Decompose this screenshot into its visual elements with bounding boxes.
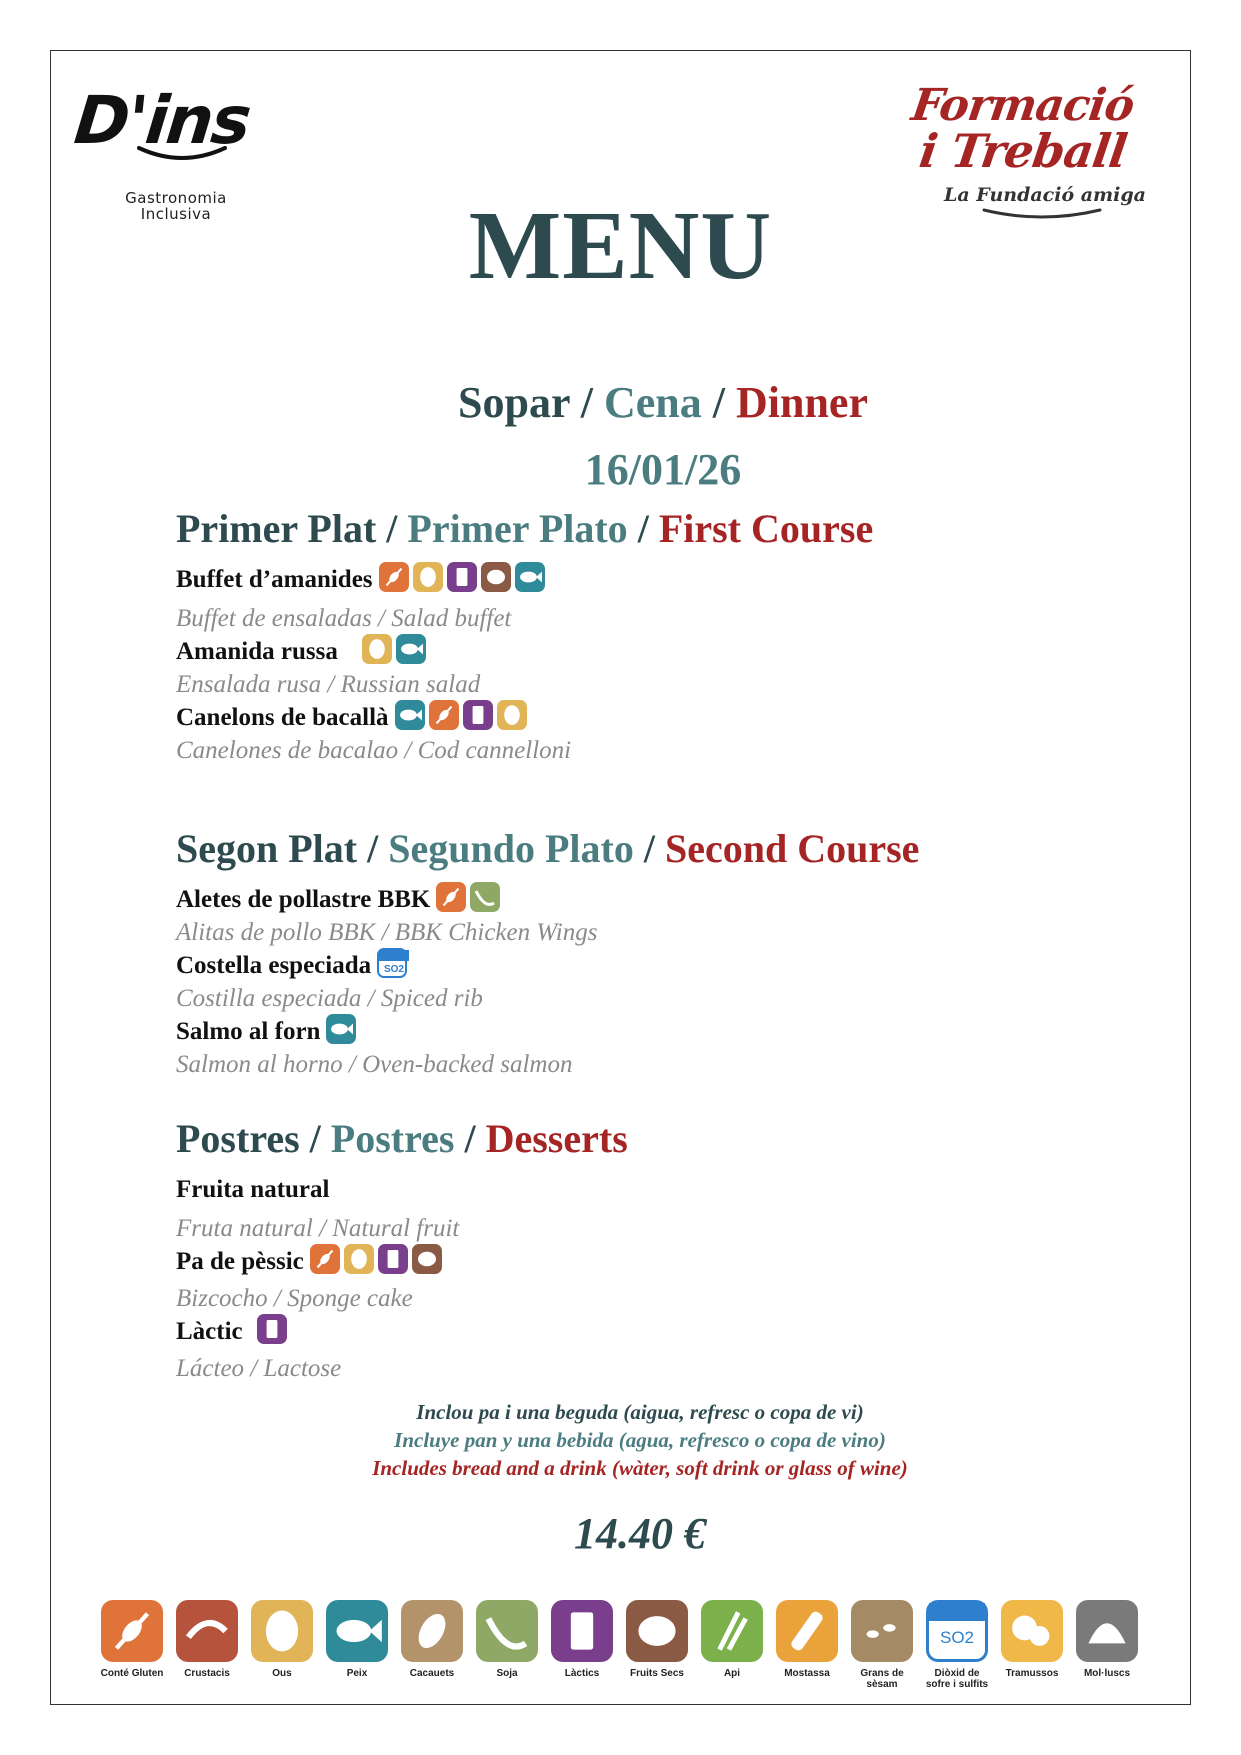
dins-smile-icon [137, 144, 227, 164]
fish-icon [396, 634, 426, 664]
gluten-icon [436, 882, 466, 912]
egg-icon [413, 562, 443, 592]
section-desserts [176, 1116, 1176, 1386]
fish-icon [326, 1600, 388, 1662]
egg-icon [362, 634, 392, 664]
menu-price: 14.40 € [574, 1509, 706, 1558]
gluten-icon [379, 562, 409, 592]
legend-label: Mol·luscs [1083, 1668, 1131, 1679]
dairy-icon [551, 1600, 613, 1662]
section-second-course [176, 826, 1176, 1082]
legend-item-crustaceans [171, 1600, 243, 1679]
sulphites-icon [926, 1600, 988, 1662]
legend-label: Làctics [564, 1668, 600, 1679]
dins-subtitle: Gastronomia Inclusiva [125, 189, 227, 223]
dish-name: Salmo al forn [176, 1016, 1176, 1048]
meal-heading: Sopar / Cena / Dinner [458, 378, 868, 427]
legend-item-mustard [771, 1600, 843, 1679]
dish-translation: Lácteo / Lactose [176, 1355, 342, 1382]
molluscs-icon [1076, 1600, 1138, 1662]
legend-label: Crustacis [184, 1668, 230, 1679]
fish-icon [326, 1014, 356, 1044]
legend-label: Peix [346, 1668, 368, 1679]
legend-item-nuts [621, 1600, 693, 1679]
fit-logo-line2: i Treball [916, 124, 1130, 178]
sulphites-icon [377, 948, 407, 978]
lupin-icon [1001, 1600, 1063, 1662]
egg-icon [251, 1600, 313, 1662]
gluten-icon [429, 700, 459, 730]
meal-es: Cena [603, 378, 702, 427]
meal-en: Dinner [735, 378, 868, 427]
legend-item-sulphites [921, 1600, 993, 1690]
page-title: MENU [468, 192, 773, 300]
legend-item-molluscs [1071, 1600, 1143, 1679]
section-heading: Postres / Postres / Desserts [176, 1116, 628, 1161]
dish-name: Costella especiada SO2 [176, 950, 1176, 982]
legend-label: Grans de sèsam [860, 1668, 904, 1690]
section-heading: Primer Plat / Primer Plato / First Course [176, 506, 874, 551]
legend-item-egg [246, 1600, 318, 1679]
legend-label: Fruits Secs [630, 1668, 684, 1679]
legend-item-peanuts [396, 1600, 468, 1679]
fit-logo-line1: Formació [908, 80, 1137, 131]
legend-label: Tramussos [1005, 1668, 1059, 1679]
soy-icon [470, 882, 500, 912]
legend-label: Ous [272, 1668, 292, 1679]
dairy-icon [257, 1314, 287, 1344]
gluten-icon [101, 1600, 163, 1662]
dairy-icon [378, 1244, 408, 1274]
legend-label: Conté Gluten [100, 1668, 164, 1679]
dish-name: Amanida russa [176, 636, 1176, 668]
dish-name: Buffet d’amanides [176, 564, 1176, 596]
legend-label: Mostassa [784, 1668, 830, 1679]
egg-icon [344, 1244, 374, 1274]
crustaceans-icon [176, 1600, 238, 1662]
allergen-legend [96, 1600, 1146, 1700]
legend-item-celery [696, 1600, 768, 1679]
svg-text:SO2: SO2 [384, 963, 405, 975]
dish-translation: Bizcocho / Sponge cake [176, 1285, 413, 1312]
nuts-icon [412, 1244, 442, 1274]
dish-translation: Buffet de ensaladas / Salad buffet [176, 605, 512, 632]
svg-text:SO2: SO2 [939, 1628, 975, 1647]
dairy-icon [463, 700, 493, 730]
section-heading: Segon Plat / Segundo Plato / Second Course [176, 826, 920, 871]
legend-label: Soja [496, 1668, 518, 1679]
dish-translation: Costilla especiada / Spiced rib [176, 985, 483, 1012]
note-es: Incluye pan y una bebida (agua, refresco o copa de vino) [394, 1428, 886, 1452]
meal-ca: Sopar [458, 378, 570, 427]
dish-name: Canelons de bacallà [176, 702, 1176, 734]
included-note [0, 1398, 1241, 1482]
dish-name: Fruita natural [176, 1176, 330, 1203]
legend-item-soy [471, 1600, 543, 1679]
dairy-icon [447, 562, 477, 592]
soy-icon [476, 1600, 538, 1662]
legend-label: Api [723, 1668, 741, 1679]
legend-item-sesame [846, 1600, 918, 1690]
section-first-course [176, 506, 1176, 768]
fish-icon [515, 562, 545, 592]
fish-icon [395, 700, 425, 730]
dish-translation: Canelones de bacalao / Cod cannelloni [176, 737, 572, 764]
dish-translation: Ensalada rusa / Russian salad [176, 671, 481, 698]
legend-item-fish [321, 1600, 393, 1679]
sesame-icon [851, 1600, 913, 1662]
dish-name: Aletes de pollastre BBK [176, 884, 1176, 916]
fit-logo-tagline: La Fundació amiga [944, 184, 1146, 206]
dish-name: Làctic [176, 1316, 1176, 1348]
dish-name: Pa de pèssic [176, 1246, 1176, 1278]
dish-translation: Salmon al horno / Oven-backed salmon [176, 1051, 573, 1078]
dish-translation: Alitas de pollo BBK / BBK Chicken Wings [176, 919, 598, 946]
mustard-icon [776, 1600, 838, 1662]
celery-icon [701, 1600, 763, 1662]
dins-logo-wordmark: D'ins [70, 82, 253, 159]
peanuts-icon [401, 1600, 463, 1662]
note-en: Includes bread and a drink (wàter, soft drink or glass of wine) [372, 1456, 908, 1480]
gluten-icon [310, 1244, 340, 1274]
egg-icon [497, 700, 527, 730]
nuts-icon [481, 562, 511, 592]
note-ca: Inclou pa i una beguda (aigua, refresc o copa de vi) [416, 1400, 864, 1424]
menu-date: 16/01/26 [584, 445, 742, 494]
nuts-icon [626, 1600, 688, 1662]
legend-item-dairy [546, 1600, 618, 1679]
legend-item-lupin [996, 1600, 1068, 1679]
legend-label: Cacauets [409, 1668, 455, 1679]
legend-label: Diòxid de sofre i sulfits [925, 1668, 989, 1690]
dish-translation: Fruta natural / Natural fruit [176, 1215, 460, 1242]
legend-item-gluten [96, 1600, 168, 1679]
